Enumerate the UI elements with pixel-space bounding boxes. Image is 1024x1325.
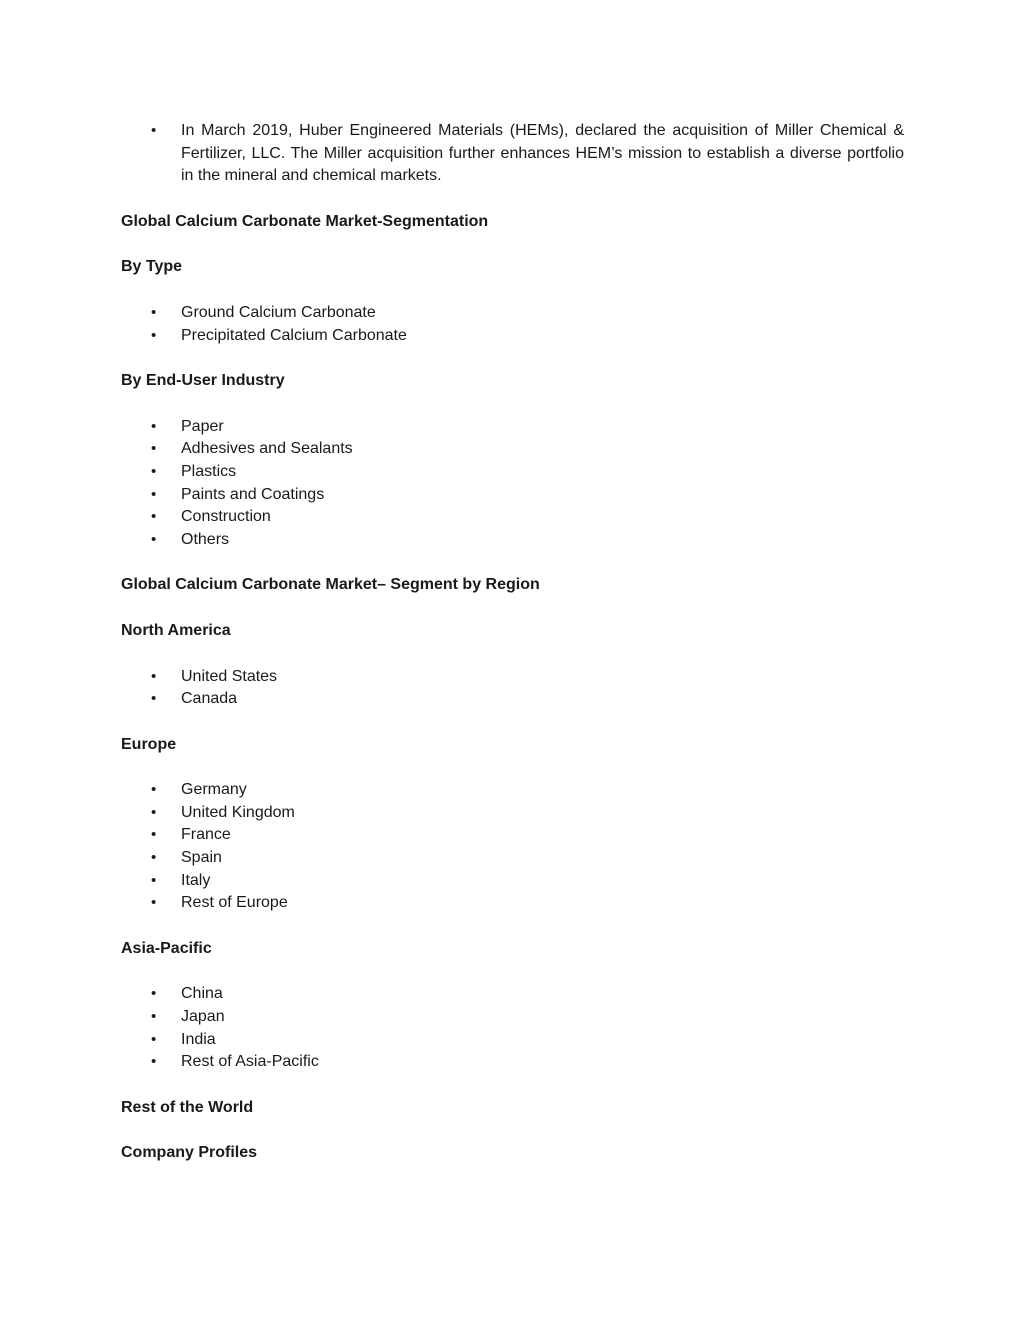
- list-item: • Italy: [121, 870, 904, 893]
- europe-list: [121, 779, 904, 915]
- europe-heading: Europe: [121, 735, 177, 753]
- north-america-heading: North America: [121, 621, 231, 639]
- list-item: • Others: [121, 529, 904, 552]
- asia-pacific-heading: Asia-Pacific: [121, 939, 212, 957]
- bullet-icon: •: [151, 826, 157, 844]
- list-item: • Ground Calcium Carbonate: [121, 302, 904, 325]
- bullet-icon: •: [151, 122, 157, 139]
- bullet-icon: •: [151, 462, 157, 480]
- company-profiles-heading: Company Profiles: [121, 1144, 258, 1162]
- list-item: • Canada: [121, 688, 904, 711]
- bullet-icon: •: [151, 1008, 157, 1026]
- list-item: • United Kingdom: [121, 802, 904, 825]
- document-page: [121, 120, 904, 1165]
- bullet-icon: •: [151, 667, 157, 685]
- bullet-icon: •: [151, 985, 157, 1003]
- by-end-user-heading: By End-User Industry: [121, 372, 285, 390]
- bullet-icon: •: [151, 530, 157, 548]
- bullet-icon: •: [151, 803, 157, 821]
- bullet-icon: •: [151, 849, 157, 867]
- by-type-list: [121, 302, 904, 347]
- list-item: • China: [121, 983, 904, 1006]
- list-item: • Rest of Asia-Pacific: [121, 1051, 904, 1074]
- bullet-icon: •: [151, 871, 157, 889]
- rest-of-world-heading: Rest of the World: [121, 1098, 254, 1116]
- list-item: • Paints and Coatings: [121, 484, 904, 507]
- bullet-icon: •: [151, 417, 157, 435]
- by-type-heading: By Type: [121, 258, 183, 276]
- list-item: • Germany: [121, 779, 904, 802]
- list-item: • Precipitated Calcium Carbonate: [121, 325, 904, 348]
- bullet-icon: •: [151, 303, 157, 321]
- bullet-icon: •: [151, 1030, 157, 1048]
- bullet-icon: •: [151, 690, 157, 708]
- asia-pacific-list: [121, 983, 904, 1073]
- bullet-icon: •: [151, 326, 157, 344]
- bullet-icon: •: [151, 485, 157, 503]
- intro-list: [121, 120, 904, 188]
- list-item: • Rest of Europe: [121, 892, 904, 915]
- intro-text: In March 2019, Huber Engineered Materials (HEMs), declared the acquisition of Miller Chemical & Fertilizer, LLC. The Miller acquisition further enhances HEM’s mission to establish a diverse portfolio in the mineral and chemical markets.: [181, 122, 904, 185]
- list-item: • India: [121, 1029, 904, 1052]
- list-item: • Spain: [121, 847, 904, 870]
- bullet-icon: •: [151, 440, 157, 458]
- bullet-icon: •: [151, 781, 157, 799]
- region-heading: Global Calcium Carbonate Market– Segment by Region: [121, 576, 540, 594]
- segmentation-heading: Global Calcium Carbonate Market-Segmentation: [121, 212, 489, 230]
- list-item: • Adhesives and Sealants: [121, 438, 904, 461]
- list-item: • Japan: [121, 1006, 904, 1029]
- intro-bullet-item: [121, 120, 904, 188]
- by-end-user-list: [121, 416, 904, 552]
- north-america-list: [121, 666, 904, 711]
- bullet-icon: •: [151, 894, 157, 912]
- bullet-icon: •: [151, 508, 157, 526]
- list-item: • Plastics: [121, 461, 904, 484]
- bullet-icon: •: [151, 1053, 157, 1071]
- list-item: • France: [121, 824, 904, 847]
- list-item: • United States: [121, 666, 904, 689]
- list-item: • Paper: [121, 416, 904, 439]
- list-item: • Construction: [121, 506, 904, 529]
